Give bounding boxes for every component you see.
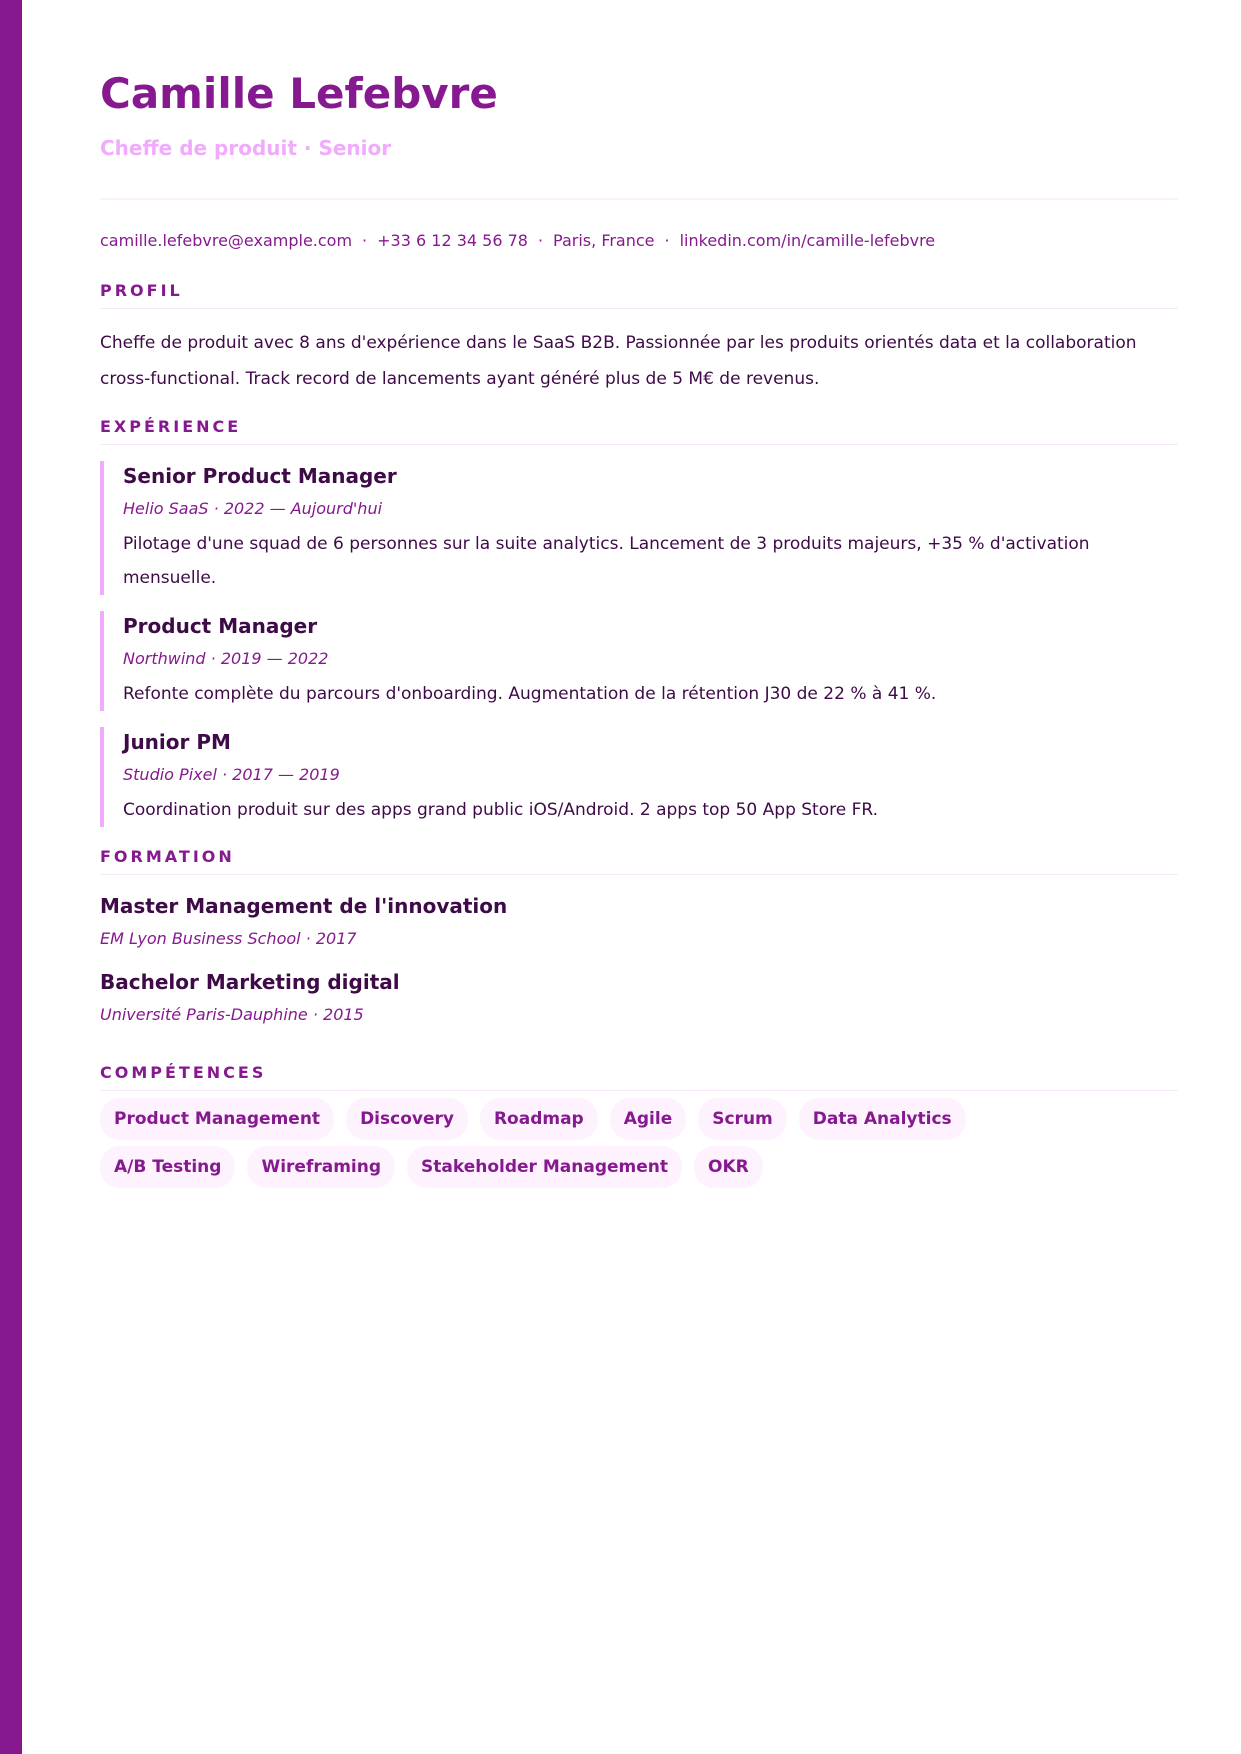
section-divider	[100, 308, 1178, 309]
skill-chip: Stakeholder Management	[407, 1146, 682, 1188]
job-description: Pilotage d'une squad de 6 personnes sur la suite analytics. Lancement de 3 produits majeurs, +35 % d'activation mensuelle.	[123, 534, 1090, 588]
profile-summary: Cheffe de produit avec 8 ans d'expérience dans le SaaS B2B. Passionnée par les produits orientés data et la collaboration cross-functional. Track record de lancements ayant généré plus de 5 M€ de revenus.	[100, 333, 1137, 389]
job-meta: Helio SaaS · 2022 — Aujourd'hui	[123, 499, 383, 518]
job-description: Refonte complète du parcours d'onboarding. Augmentation de la rétention J30 de 22 % à 41 %.	[123, 684, 937, 704]
skill-chip: Wireframing	[247, 1146, 395, 1188]
contact-separator: ·	[664, 231, 670, 250]
skill-chip: Data Analytics	[799, 1098, 966, 1140]
job-title: Junior PM	[123, 730, 231, 754]
job-description: Coordination produit sur des apps grand public iOS/Android. 2 apps top 50 App Store FR.	[123, 800, 878, 820]
skill-chip: OKR	[694, 1146, 763, 1188]
section-divider	[100, 874, 1178, 875]
job-title: Product Manager	[123, 614, 318, 638]
section-title-skills: COMPÉTENCES	[100, 1063, 267, 1082]
education-item	[100, 893, 1178, 949]
accent-bar	[0, 0, 22, 1754]
job-meta: Studio Pixel · 2017 — 2019	[123, 765, 340, 784]
job-title: Senior Product Manager	[123, 464, 397, 488]
skill-chip: Roadmap	[480, 1098, 598, 1140]
education-item	[100, 969, 1178, 1025]
section-divider	[100, 1090, 1178, 1091]
contact-separator: ·	[362, 231, 368, 250]
candidate-title: Cheffe de produit · Senior	[100, 136, 392, 160]
contact-location: Paris, France	[553, 231, 655, 250]
skill-chip: Scrum	[698, 1098, 787, 1140]
experience-item	[100, 611, 1178, 711]
contact-separator: ·	[537, 231, 544, 250]
skills-list	[100, 1098, 1100, 1188]
section-title-experience: EXPÉRIENCE	[100, 417, 242, 436]
degree-title: Bachelor Marketing digital	[100, 970, 400, 994]
contact-line	[100, 231, 1178, 251]
section-title-education: FORMATION	[100, 847, 235, 866]
candidate-name: Camille Lefebvre	[100, 69, 498, 118]
skill-chip: A/B Testing	[100, 1146, 235, 1188]
degree-meta: EM Lyon Business School · 2017	[100, 929, 357, 948]
section-title-profile: PROFIL	[100, 281, 183, 300]
contact-linkedin[interactable]: linkedin.com/in/camille-lefebvre	[679, 231, 936, 250]
skill-chip: Agile	[610, 1098, 687, 1140]
degree-meta: Université Paris-Dauphine · 2015	[100, 1005, 364, 1024]
skill-chip: Discovery	[346, 1098, 468, 1140]
contact-email[interactable]: camille.lefebvre@example.com	[100, 231, 353, 250]
degree-title: Master Management de l'innovation	[100, 894, 508, 918]
header-divider	[100, 198, 1178, 200]
job-meta: Northwind · 2019 — 2022	[123, 649, 329, 668]
experience-item	[100, 727, 1178, 827]
section-divider	[100, 444, 1178, 445]
contact-phone[interactable]: +33 6 12 34 56 78	[377, 231, 528, 250]
resume-page	[100, 66, 1178, 1188]
experience-item	[100, 461, 1178, 595]
skill-chip: Product Management	[100, 1098, 334, 1140]
